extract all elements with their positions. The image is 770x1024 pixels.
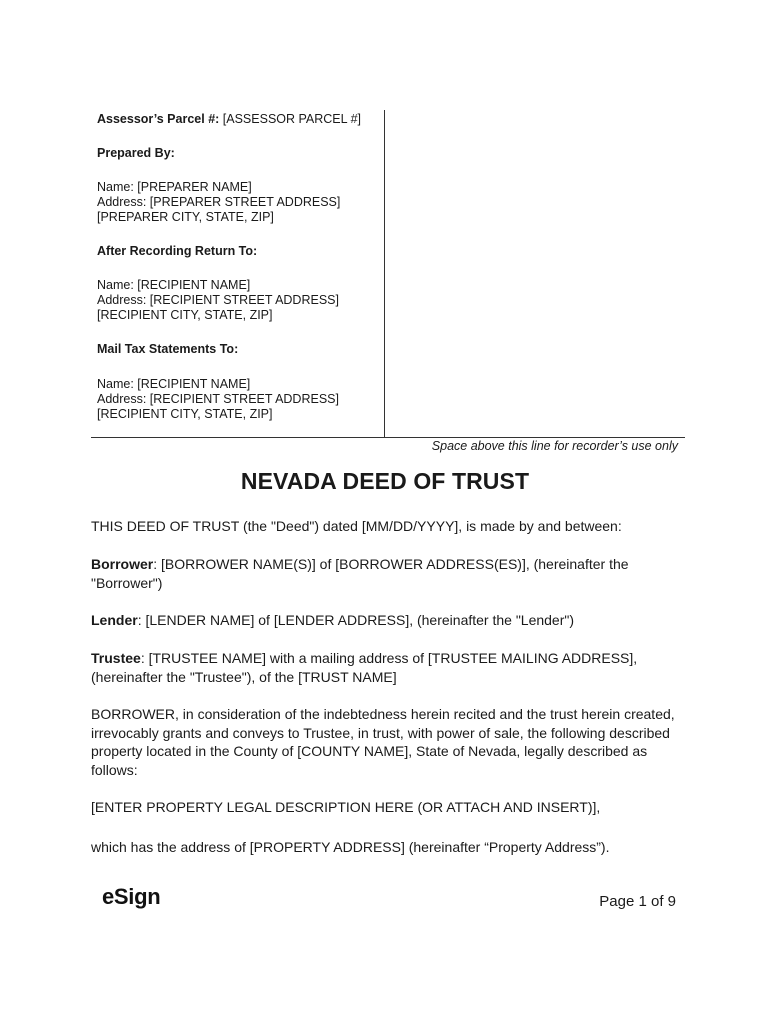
preparer-city: [PREPARER CITY, STATE, ZIP] [97,210,274,224]
esign-logo: eSign [102,884,161,909]
page-number: Page 1 of 9 [599,893,676,910]
return-recipient-name: Name: [RECIPIENT NAME] [97,278,251,292]
mail-recipient-city: [RECIPIENT CITY, STATE, ZIP] [97,407,273,421]
document-title: NEVADA DEED OF TRUST [240,468,530,494]
recorder-use-note: Space above this line for recorder’s use only [431,439,678,453]
prepared-by-label: Prepared By: [97,146,175,160]
property-address-paragraph: which has the address of [PROPERTY ADDRESS] (hereinafter “Property Address”). [91,839,610,855]
lender-paragraph [91,611,681,630]
mail-recipient-name: Name: [RECIPIENT NAME] [97,377,251,391]
intro-paragraph: THIS DEED OF TRUST (the "Deed") dated [MM/DD/YYYY], is made by and between: [91,518,622,534]
return-recipient-city: [RECIPIENT CITY, STATE, ZIP] [97,308,273,322]
trustee-label: Trustee [91,650,141,666]
trustee-text: : [TRUSTEE NAME] with a mailing address of [TRUSTEE MAILING ADDRESS], (hereinafter the "Trustee"), of the [TRUST NAME] [91,650,638,685]
trustee-paragraph [91,649,681,686]
borrower-label: Borrower [91,556,154,572]
preparer-name: Name: [PREPARER NAME] [97,180,252,194]
borrower-text: : [BORROWER NAME(S)] of [BORROWER ADDRESS(ES)], (hereinafter the "Borrower") [91,556,629,591]
assessor-parcel-line [97,112,361,127]
lender-label: Lender [91,612,138,628]
mail-recipient-block [97,377,339,422]
return-recipient-address: Address: [RECIPIENT STREET ADDRESS] [97,293,339,307]
assessor-parcel-value: [ASSESSOR PARCEL #] [219,112,362,126]
lender-text: : [LENDER NAME] of [LENDER ADDRESS], (hereinafter the "Lender") [137,612,575,628]
borrower-paragraph [91,555,681,592]
mail-tax-label: Mail Tax Statements To: [97,342,239,356]
preparer-block [97,180,340,225]
return-to-label: After Recording Return To: [97,244,258,258]
recorder-divider-line [91,437,685,438]
preparer-address: Address: [PREPARER STREET ADDRESS] [97,195,341,209]
return-recipient-block [97,278,339,323]
legal-description-paragraph: [ENTER PROPERTY LEGAL DESCRIPTION HERE (OR ATTACH AND INSERT)], [91,799,601,815]
assessor-parcel-label: Assessor’s Parcel #: [97,112,220,126]
mail-recipient-address: Address: [RECIPIENT STREET ADDRESS] [97,392,339,406]
grant-paragraph: BORROWER, in consideration of the indebtedness herein recited and the trust herein created, irrevocably grants and conveys to Trustee, in trust, with power of sale, the following described property located in the County of [COUNTY NAME], State of Nevada, legally described as follows: [91,706,675,778]
